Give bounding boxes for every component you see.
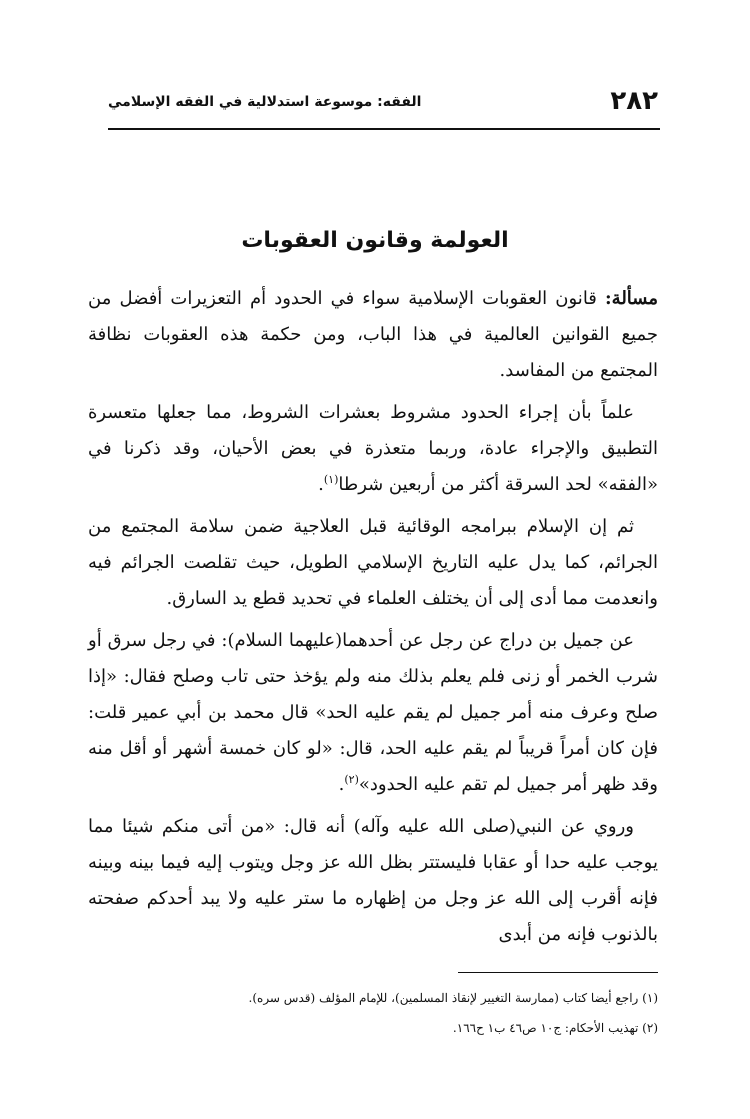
paragraph-text: وروي عن النبي(صلى الله عليه وآله) أنه قال: «من أتى منكم شيئا مما يوجب عليه حدا أو عقابا فليستتر بظل الله عز وجل ويتوب إليه فيما بينه وبينه فإنه أقرب إلى الله عز وجل من إظهاره ما ستر عليه ولا يبد أحدكم صفحته بالذنوب فإنه من أبدى bbox=[88, 816, 658, 945]
paragraph-text: ثم إن الإسلام ببرامجه الوقائية قبل العلاجية ضمن سلامة المجتمع من الجرائم، كما يدل عليه التاريخ الإسلامي الطويل، حيث تقلصت الجرائم فيه وانعدمت مما أدى إلى أن يختلف العلماء في تحديد قطع يد السارق. bbox=[88, 516, 658, 609]
paragraph-text: علماً بأن إجراء الحدود مشروط بعشرات الشروط، مما جعلها متعسرة التطبيق والإجراء عادة، وربما متعذرة في بعض الأحيان، وقد ذكرنا في «الفقه» لحد السرقة أكثر من أربعين شرطا bbox=[88, 402, 658, 495]
paragraph-text: عن جميل بن دراج عن رجل عن أحدهما(عليهما السلام): في رجل سرق أو شرب الخمر أو زنى فلم يعلم بذلك منه ولم يؤخذ حتى تاب وصلح فقال: «إذا صلح وعرف منه أمر جميل لم يقم عليه الحد» قال محمد بن أبي عمير قلت: فإن كان أمراً قريباً لم يقم عليه الحد، قال: «لو كان خمسة أشهر أو أقل منه وقد ظهر أمر جميل لم تقم عليه الحدود» bbox=[88, 630, 658, 795]
paragraph bbox=[88, 509, 658, 617]
paragraph-end: . bbox=[318, 474, 324, 495]
footnote: (٢) تهذيب الأحكام: ج١٠ ص٤٦ ب١ ح١٦٦. bbox=[452, 1021, 658, 1035]
book-title: الفقه: موسوعة استدلالية في الفقه الإسلامي bbox=[108, 94, 422, 110]
paragraph-end: . bbox=[338, 774, 345, 795]
paragraph bbox=[88, 395, 658, 503]
footnote-ref: (٢) bbox=[344, 773, 359, 786]
paragraph bbox=[88, 809, 658, 953]
paragraph bbox=[88, 623, 658, 803]
footnote-rule bbox=[458, 972, 658, 973]
footnotes bbox=[88, 983, 658, 1043]
body-text bbox=[88, 281, 658, 959]
header-rule bbox=[108, 128, 660, 130]
issue-label: مسألة: bbox=[605, 288, 658, 309]
footnote: (١) راجع أيضا كتاب (ممارسة التغيير لإنقاذ المسلمين)، للإمام المؤلف (قدس سره). bbox=[248, 991, 658, 1005]
running-header bbox=[108, 86, 658, 126]
footnote-ref: (١) bbox=[323, 473, 339, 486]
page-number: ٢٨٢ bbox=[610, 86, 658, 116]
paragraph bbox=[88, 281, 658, 389]
paragraph-text: قانون العقوبات الإسلامية سواء في الحدود أم التعزيرات أفضل من جميع القوانين العالمية في هذا الباب، ومن حكمة هذه العقوبات نظافة المجتمع من المفاسد. bbox=[88, 288, 658, 381]
chapter-title: العولمة وقانون العقوبات bbox=[241, 228, 509, 253]
